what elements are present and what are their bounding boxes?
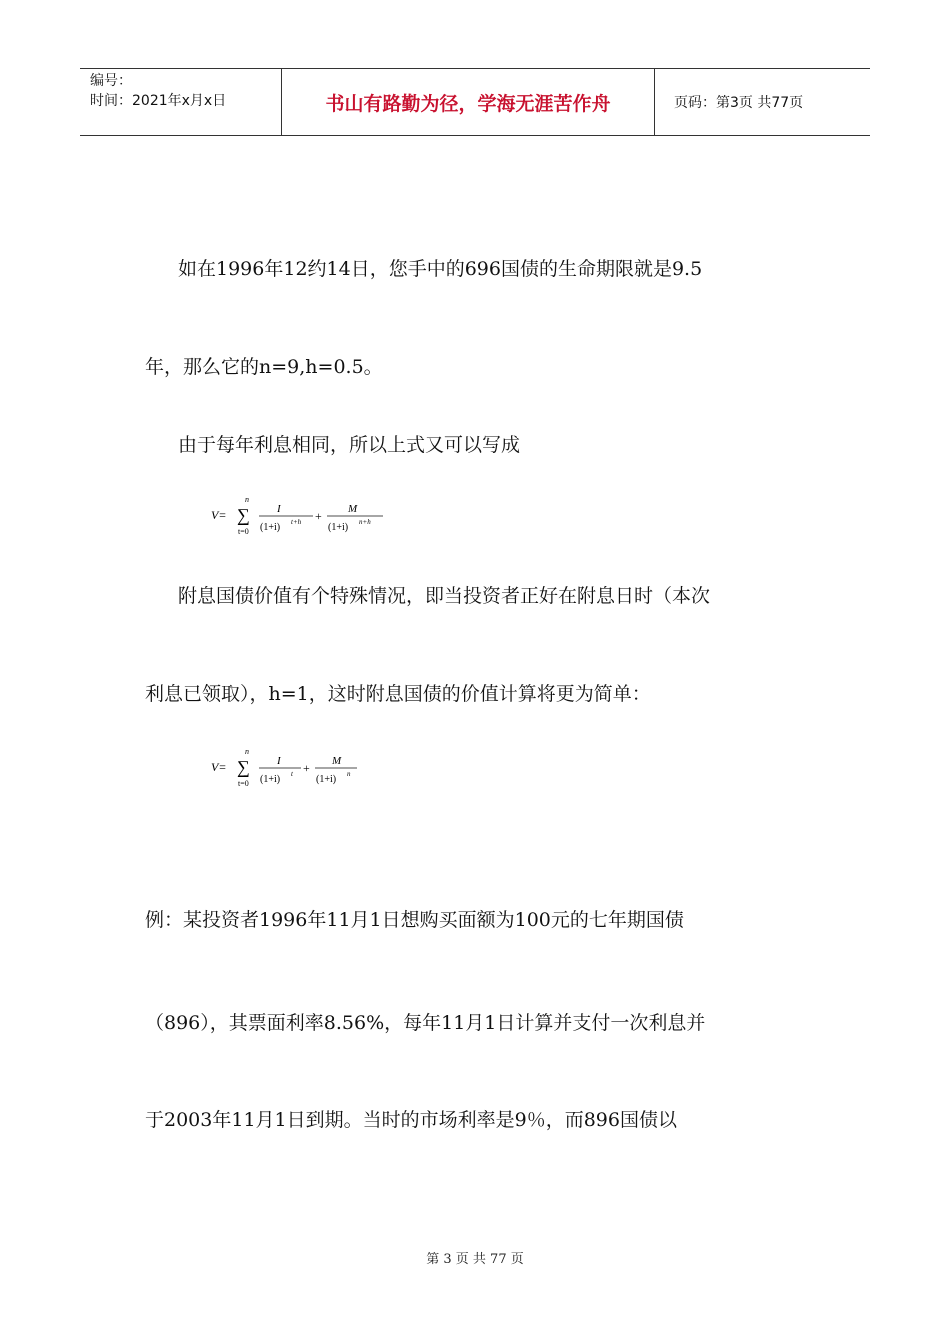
numerator: I [277,503,281,515]
sum-upper-limit: n [245,495,249,504]
exponent: n [347,770,351,778]
header-page-info-text: 页码：第3页 共77页 [674,95,804,111]
header-meta-cell [80,69,281,135]
exponent: t+h [291,518,302,526]
sum-upper-limit: n [245,747,249,756]
bond-value-formula-simplified [205,744,375,790]
plus-sign: + [303,761,310,775]
formula-lhs: V= [211,760,227,774]
paragraph: 年，那么它的n=9,h=0.5。 [145,356,383,378]
document-time-label: 时间：2021年x月x日 [90,93,227,109]
sum-lower-limit: t=0 [238,779,249,788]
numerator: I [277,755,281,767]
sum-symbol-icon: ∑ [237,757,250,777]
paragraph: 如在1996年12约14日，您手中的696国债的生命期限就是9.5 [178,258,703,280]
page-footer: 第 3 页 共 77 页 [426,1252,524,1267]
plus-sign: + [315,509,322,523]
denominator: (1+i) [260,774,281,785]
header-page-info [664,69,870,135]
document-number-label: 编号： [90,73,132,89]
exponent: t [291,770,293,778]
denominator: (1+i) [260,522,281,533]
denominator: (1+i) [316,774,337,785]
paragraph: 附息国债价值有个特殊情况，即当投资者正好在附息日时（本次 [178,585,711,607]
header-motto: 书山有路勤为径，学海无涯苦作舟 [325,92,611,115]
paragraph: 例：某投资者1996年11月1日想购买面额为100元的七年期国债 [145,909,684,931]
bond-value-formula [205,492,405,538]
paragraph: 于2003年11月1日到期。当时的市场利率是9％，而896国债以 [145,1109,677,1131]
numerator: M [348,503,358,515]
paragraph: 利息已领取），h=1，这时附息国债的价值计算将更为简单： [145,683,651,705]
numerator: M [332,755,342,767]
formula-lhs: V= [211,508,227,522]
page-header [80,68,870,136]
paragraph: （896），其票面利率8.56%，每年11月1日计算并支付一次利息并 [145,1012,706,1034]
exponent: n+h [359,518,371,526]
header-divider [654,69,655,135]
denominator: (1+i) [328,522,349,533]
paragraph: 由于每年利息相同，所以上式又可以写成 [178,434,521,456]
sum-symbol-icon: ∑ [237,505,250,525]
sum-lower-limit: t=0 [238,527,249,536]
